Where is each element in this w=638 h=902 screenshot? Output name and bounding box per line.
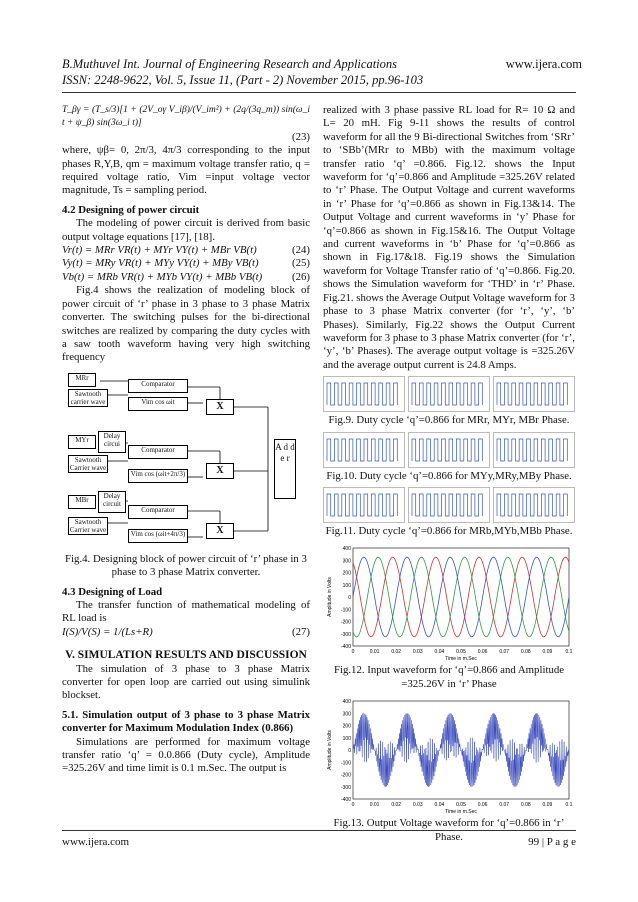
fig9-panels — [323, 376, 575, 412]
block-adder: A d d e r — [274, 439, 296, 499]
fig13-caption: Fig.13. Output Voltage waveform for ‘q’=0.866 in ‘r’ Phase. — [333, 817, 565, 843]
fig10-panel-1 — [323, 432, 405, 468]
y-tick-label: -400 — [340, 797, 351, 804]
x-tick-label: 0.09 — [542, 802, 553, 809]
x-tick-label: 0.08 — [520, 649, 531, 656]
y-tick-label: 0 — [348, 748, 351, 755]
section-4-2-heading: 4.2 Designing of power circuit — [62, 203, 200, 216]
y-tick-label: -100 — [340, 607, 351, 614]
fig12-caption: Fig.12. Input waveform for ‘q’=0.866 and Amplitude =325.26V in ‘r’ Phase — [333, 664, 565, 690]
left-column — [62, 104, 310, 776]
eq27-text: I(S)/V(S) = 1/(Ls+R) — [62, 625, 153, 638]
footer-url[interactable]: www.ijera.com — [62, 836, 130, 848]
eq25-text: Vy(t) = MRy VR(t) + MYy VY(t) + MBy VB(t) — [62, 257, 259, 270]
block-comparator-1: Comparator — [128, 379, 188, 393]
header-rule — [62, 92, 576, 93]
x-axis-label: Time in m.Sec — [445, 809, 477, 816]
page-number: 99 | P a g e — [528, 836, 576, 848]
duty-cycle-trace — [327, 439, 397, 461]
fig4-description: Fig.4 shows the realization of modeling block of power circuit of ‘r’ phase in 3 phase to 3 phase Matrix converter. The switching pulses for the bi-directional switches are realized by comparing the duty cycles with a saw tooth waveform having very high switching frequency — [62, 284, 310, 364]
page-header — [62, 56, 582, 88]
y-tick-label: 100 — [342, 735, 351, 742]
fig10-panel-3 — [493, 432, 575, 468]
equation-26 — [62, 271, 310, 284]
y-tick-label: -300 — [340, 784, 351, 791]
eq23-text: T_βγ = (T_s/3)[1 + (2V_oγ V_iβ)/(V_im²) + (2q/(3q_m)) sin(ω_i t + ψ_β) sin(3ω_i t)] — [62, 105, 310, 129]
section-4-2-text: The modeling of power circuit is derived from basic output voltage equations [17], [18]. — [62, 217, 310, 243]
y-axis-label: Amplitude in Volts — [327, 577, 333, 618]
block-vim-2: Vim cos (ωit+2π/3) — [128, 469, 188, 483]
duty-cycle-trace — [327, 494, 397, 516]
y-tick-label: -200 — [340, 619, 351, 626]
fig11-caption: Fig.11. Duty cycle ‘q’=0.866 for MRb,MYb,MBb Phase. — [325, 524, 573, 537]
y-tick-label: -400 — [340, 644, 351, 651]
x-axis-label: Time in m.Sec — [445, 656, 477, 663]
eq26-number: (26) — [292, 270, 310, 283]
eq23-number: (23) — [292, 130, 310, 143]
equation-24 — [62, 244, 310, 257]
y-tick-label: 200 — [342, 570, 351, 577]
duty-cycle-trace — [497, 494, 567, 516]
fig13-plot — [323, 695, 575, 815]
y-tick-label: 200 — [342, 723, 351, 730]
fig12-chart — [323, 542, 575, 662]
journal-title: B.Muthuvel Int. Journal of Engineering Research and Applications — [62, 57, 398, 71]
eq26-text: Vb(t) = MRb VR(t) + MYb VY(t) + MBb VB(t) — [62, 270, 263, 283]
header-url[interactable]: www.ijera.com — [505, 57, 582, 71]
issn-line: ISSN: 2248-9622, Vol. 5, Issue 11, (Part - 2) November 2015, pp.96-103 — [62, 73, 424, 87]
x-tick-label: 0.07 — [499, 649, 510, 656]
x-tick-label: 0.02 — [391, 649, 402, 656]
block-sawtooth-3: Sawtooth Carrier wave — [69, 517, 107, 534]
where-paragraph: where, ψβ= 0, 2π/3, 4π/3 corresponding to the input phases R,Y,B, qm = maximum voltage transfer ratio, q = required voltage ratio, Vim =input voltage vector magnitude, Ts = sampling period. — [62, 144, 310, 197]
section-v-text: The simulation of 3 phase to 3 phase Matrix converter for open loop are carried out using simulink blockset. — [62, 662, 310, 702]
fig13-chart — [323, 695, 575, 815]
fig11-panel-3 — [493, 487, 575, 523]
duty-cycle-trace — [412, 494, 482, 516]
x-tick-label: 0.09 — [542, 649, 553, 656]
duty-cycle-trace — [497, 383, 567, 405]
fig10-panels — [323, 432, 575, 468]
block-delay-1: Delay circui — [98, 431, 126, 453]
x-tick-label: 0.1 — [565, 649, 573, 656]
equation-27 — [62, 626, 310, 639]
block-sawtooth-1: Sawtooth carrier wave — [68, 389, 108, 407]
block-comparator-3: Comparator — [128, 505, 188, 519]
fig11-panel-2 — [408, 487, 490, 523]
fig10-caption: Fig.10. Duty cycle ‘q’=0.866 for MYy,MRy,MBy Phase. — [326, 469, 572, 482]
block-multiplier-2: X — [206, 463, 234, 479]
section-v-heading: V. SIMULATION RESULTS AND DISCUSSION — [65, 649, 307, 662]
block-mbr: MBr — [68, 495, 96, 509]
x-tick-label: 0.07 — [499, 802, 510, 809]
block-sawtooth-2: Sawtooth Carrier wave — [69, 455, 107, 472]
right-column — [323, 104, 575, 844]
x-tick-label: 0.03 — [412, 649, 423, 656]
duty-cycle-trace — [497, 439, 567, 461]
x-tick-label: 0.06 — [477, 649, 488, 656]
block-multiplier-1: X — [206, 399, 234, 415]
block-comparator-2: Comparator — [128, 445, 188, 459]
eq27-number: (27) — [292, 625, 310, 638]
x-tick-label: 0.04 — [434, 802, 445, 809]
x-tick-label: 0.01 — [369, 649, 380, 656]
fig11-panel-1 — [323, 487, 405, 523]
x-tick-label: 0.03 — [412, 802, 423, 809]
block-multiplier-3: X — [206, 523, 234, 539]
section-5-1-heading: 5.1. Simulation output of 3 phase to 3 phase Matrix converter for Maximum Modulation Index (0.866) — [62, 708, 310, 735]
block-vim-1: Vim cos ωit — [128, 397, 188, 411]
x-tick-label: 0 — [351, 649, 355, 656]
fig9-panel-3 — [493, 376, 575, 412]
x-tick-label: 0.04 — [434, 649, 445, 656]
duty-cycle-trace — [412, 383, 482, 405]
duty-cycle-trace — [412, 439, 482, 461]
eq24-number: (24) — [292, 244, 310, 257]
y-tick-label: -100 — [340, 760, 351, 767]
y-tick-label: 400 — [342, 546, 351, 553]
equation-23 — [62, 104, 310, 131]
fig9-panel-2 — [408, 376, 490, 412]
y-tick-label: 300 — [342, 558, 351, 565]
block-mrr: MRr — [68, 373, 96, 387]
section-5-1-text: Simulations are performed for maximum voltage transfer ratio ‘q’ = 0.0.866 (Duty cycle), Amplitude =325.26V and time limit is 0.1 m.Sec. The output is — [62, 735, 310, 775]
x-tick-label: 0.05 — [456, 649, 466, 656]
footer-rule — [62, 830, 576, 831]
results-paragraph: realized with 3 phase passive RL load for R= 10 Ω and L= 20 mH. Fig 9-11 shows the results of control waveform for all the 9 Bi-directional Switches from ‘SRr’ to ‘SBb’(MRr to MBb) with the maximum voltage transfer ratio ‘q’ =0.866. Fig.12. shows the Input waveform for ‘q’=0.866 and Amplitude =325.26V related to ‘r’ Phase. The Output Voltage and current waveforms in ‘r’ Phase for ‘q’=0.866 as shown in Fig.13&14. The Output Voltage and current waveforms in ‘y’ Phase for ‘q’=0.866 as shown in Fig.15&16. The Output Voltage and current waveforms in ‘b’ Phase for ‘q’=0.866 as shown in Fig.17&18. Fig.19 shows the Simulation waveform for Voltage Transfer ratio of ‘q’=0.866. Fig.20. shows the Simulation waveform for ‘THD’ in ‘r’ Phase. Fig.21. shows the Average Output Voltage waveform for 3 phase to 3 phase Matrix converter (for ‘r’, ‘y’, ‘b’ Phases). Similarly, Fig.22 shows the Output Current waveform for 3 phase to 3 phase Matrix converter (for ‘r’, ‘y’, ‘b’ Phases). The average output voltage is =325.26V and the average output current is 24.8 Amps. — [323, 104, 575, 371]
x-tick-label: 0.05 — [456, 802, 466, 809]
block-delay-2: Delay circuit — [98, 491, 126, 513]
duty-cycle-trace — [327, 383, 397, 405]
y-tick-label: -200 — [340, 772, 351, 779]
section-4-3-heading: 4.3 Designing of Load — [62, 585, 163, 598]
eq24-text: Vr(t) = MRr VR(t) + MYr VY(t) + MBr VB(t) — [62, 244, 257, 257]
x-tick-label: 0.1 — [565, 802, 573, 809]
fig9-caption: Fig.9. Duty cycle ‘q’=0.866 for MRr, MYr, MBr Phase. — [328, 414, 570, 427]
y-axis-label: Amplitude in Volts — [327, 730, 333, 771]
block-myr: MYr — [68, 435, 96, 449]
y-tick-label: 400 — [342, 699, 351, 706]
fig12-plot — [323, 542, 575, 662]
fig11-panels — [323, 487, 575, 523]
block-vim-3: Vim cos (ωit+4π/3) — [128, 529, 188, 543]
page-footer — [62, 836, 576, 848]
fig4-caption: Fig.4. Designing block of power circuit of ‘r’ phase in 3 phase to 3 phase Matrix converter. — [65, 552, 307, 579]
fig9-panel-1 — [323, 376, 405, 412]
x-tick-label: 0.06 — [477, 802, 488, 809]
y-tick-label: 300 — [342, 711, 351, 718]
y-tick-label: 0 — [348, 595, 351, 602]
fig4-block-diagram — [68, 371, 304, 549]
equation-25 — [62, 257, 310, 270]
y-tick-label: 100 — [342, 583, 351, 590]
x-tick-label: 0.01 — [369, 802, 380, 809]
fig10-panel-2 — [408, 432, 490, 468]
x-tick-label: 0.02 — [391, 802, 402, 809]
section-4-3-text: The transfer function of mathematical modeling of RL load is — [62, 598, 310, 625]
x-tick-label: 0 — [351, 802, 355, 809]
eq25-number: (25) — [292, 257, 310, 270]
x-tick-label: 0.08 — [520, 802, 531, 809]
y-tick-label: -300 — [340, 632, 351, 639]
